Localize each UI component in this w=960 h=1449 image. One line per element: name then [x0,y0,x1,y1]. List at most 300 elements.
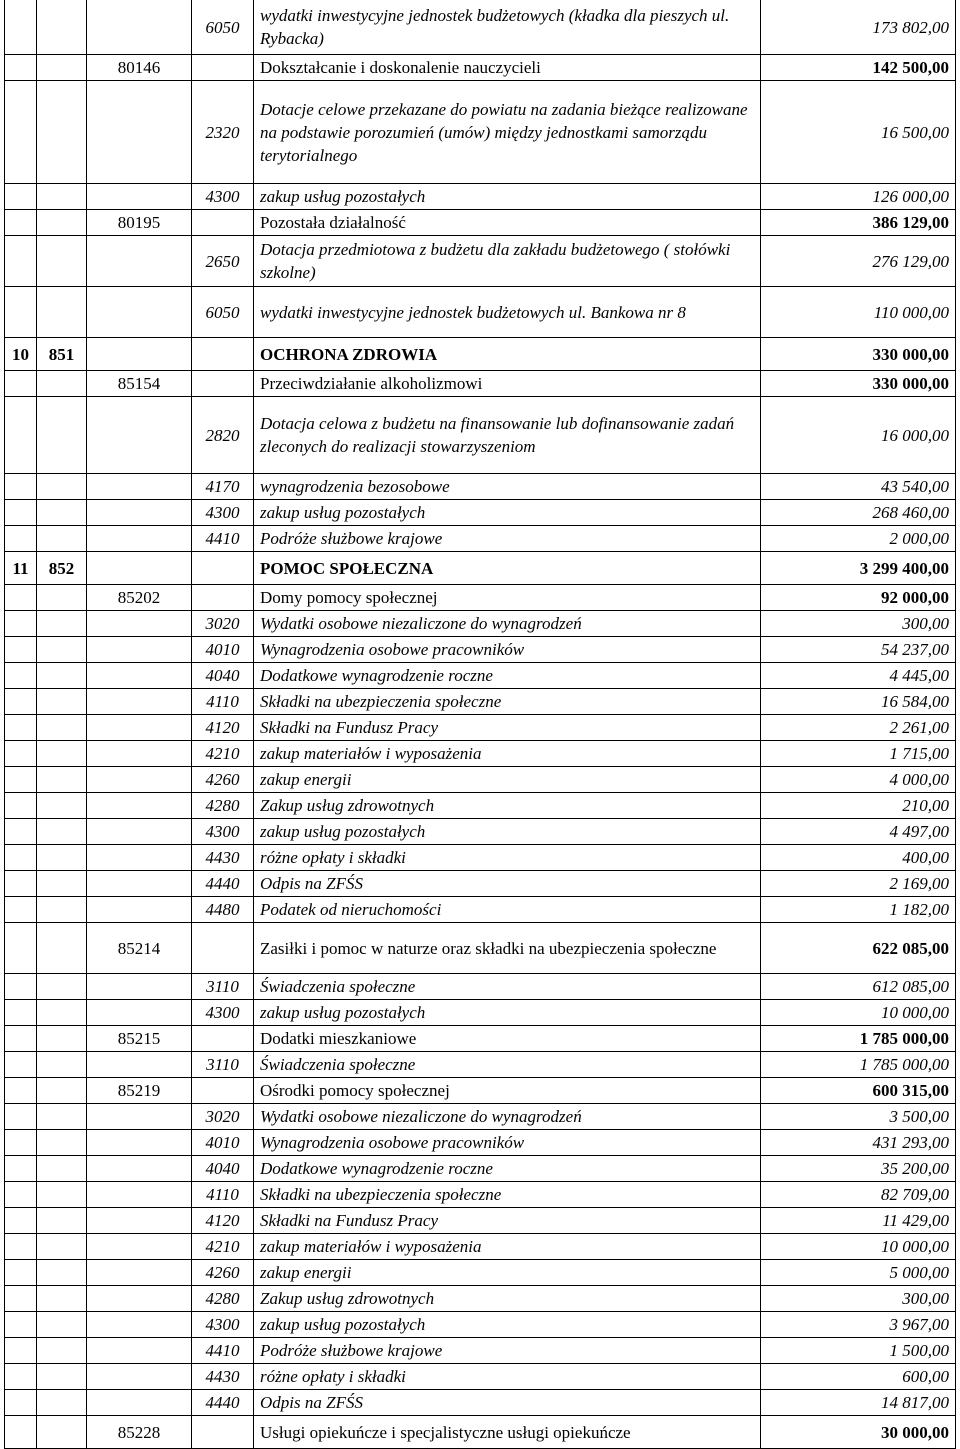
amount: 386 129,00 [761,210,956,236]
paragraf-row [5,236,956,287]
amount: 82 709,00 [761,1182,956,1208]
amount: 16 000,00 [761,397,956,474]
paragraf-code: 4300 [192,184,254,210]
paragraf-row [5,715,956,741]
dzial-code [37,1156,87,1182]
rozdzial-code [87,552,192,585]
amount: 14 817,00 [761,1390,956,1416]
description: Wydatki osobowe niezaliczone do wynagrodzeń [254,1104,761,1130]
rozdzial-code [87,611,192,637]
amount: 2 169,00 [761,871,956,897]
amount: 1 785 000,00 [761,1026,956,1052]
rozdzial-row [5,1026,956,1052]
rozdzial-code [87,500,192,526]
rozdzial-code: 85215 [87,1026,192,1052]
paragraf-code: 4300 [192,500,254,526]
lp-cell [5,1416,37,1449]
dzial-code [37,741,87,767]
amount: 4 497,00 [761,819,956,845]
paragraf-code: 2820 [192,397,254,474]
description: POMOC SPOŁECZNA [254,552,761,585]
paragraf-code: 3110 [192,1052,254,1078]
description: Składki na Fundusz Pracy [254,715,761,741]
paragraf-code: 4430 [192,1364,254,1390]
paragraf-row [5,741,956,767]
paragraf-row [5,1182,956,1208]
lp-cell [5,474,37,500]
lp-cell [5,819,37,845]
description: wydatki inwestycyjne jednostek budżetowych ul. Bankowa nr 8 [254,287,761,338]
dzial-code [37,526,87,552]
description: Domy pomocy społecznej [254,585,761,611]
amount: 330 000,00 [761,338,956,371]
dzial-code [37,611,87,637]
amount: 600 315,00 [761,1078,956,1104]
rozdzial-code [87,1104,192,1130]
paragraf-code: 4300 [192,819,254,845]
rozdzial-code: 85202 [87,585,192,611]
rozdzial-row [5,1078,956,1104]
paragraf-code: 4110 [192,1182,254,1208]
rozdzial-row [5,1416,956,1449]
amount: 92 000,00 [761,585,956,611]
dzial-code [37,767,87,793]
paragraf-code: 4440 [192,871,254,897]
lp-cell: 11 [5,552,37,585]
paragraf-code: 4010 [192,637,254,663]
description: Dodatkowe wynagrodzenie roczne [254,1156,761,1182]
description: Odpis na ZFŚS [254,871,761,897]
rozdzial-code [87,1338,192,1364]
paragraf-code: 4010 [192,1130,254,1156]
description: zakup materiałów i wyposażenia [254,741,761,767]
amount: 173 802,00 [761,0,956,55]
description: Świadczenia społeczne [254,974,761,1000]
paragraf-code: 4480 [192,897,254,923]
description: różne opłaty i składki [254,845,761,871]
paragraf-code [192,1078,254,1104]
paragraf-code: 4260 [192,767,254,793]
dzial-code [37,1182,87,1208]
rozdzial-code [87,1130,192,1156]
rozdzial-code [87,715,192,741]
paragraf-row [5,871,956,897]
dzial-code [37,845,87,871]
lp-cell [5,1052,37,1078]
lp-cell [5,371,37,397]
dzial-code [37,1026,87,1052]
paragraf-row [5,1338,956,1364]
description: Dotacje celowe przekazane do powiatu na zadania bieżące realizowane na podstawie porozumień (umów) między jednostkami samorządu terytorialnego [254,81,761,184]
description: zakup energii [254,1260,761,1286]
lp-cell [5,184,37,210]
paragraf-code: 6050 [192,0,254,55]
rozdzial-code: 80146 [87,55,192,81]
amount: 210,00 [761,793,956,819]
lp-cell [5,1208,37,1234]
paragraf-code: 4120 [192,1208,254,1234]
paragraf-code [192,1416,254,1449]
dzial-code [37,1052,87,1078]
paragraf-row [5,0,956,55]
paragraf-code: 4440 [192,1390,254,1416]
description: Składki na ubezpieczenia społeczne [254,689,761,715]
lp-cell [5,637,37,663]
description: Podróże służbowe krajowe [254,1338,761,1364]
paragraf-row [5,1130,956,1156]
lp-cell [5,585,37,611]
amount: 1 715,00 [761,741,956,767]
paragraf-code: 4120 [192,715,254,741]
rozdzial-code [87,897,192,923]
description: Świadczenia społeczne [254,1052,761,1078]
rozdzial-code [87,1364,192,1390]
dzial-code [37,1208,87,1234]
paragraf-row [5,974,956,1000]
paragraf-code: 4170 [192,474,254,500]
paragraf-row [5,1234,956,1260]
amount: 622 085,00 [761,923,956,974]
lp-cell [5,526,37,552]
lp-cell [5,236,37,287]
paragraf-code: 6050 [192,287,254,338]
rozdzial-code [87,1000,192,1026]
lp-cell [5,55,37,81]
lp-cell [5,1078,37,1104]
amount: 54 237,00 [761,637,956,663]
lp-cell [5,1104,37,1130]
lp-cell [5,1390,37,1416]
paragraf-row [5,397,956,474]
dzial-code [37,871,87,897]
lp-cell [5,923,37,974]
description: zakup usług pozostałych [254,819,761,845]
paragraf-row [5,1260,956,1286]
dzial-code [37,1260,87,1286]
dzial-code [37,397,87,474]
description: Dotacja celowa z budżetu na finansowanie lub dofinansowanie zadań zleconych do realizacji stowarzyszeniom [254,397,761,474]
paragraf-code: 4410 [192,1338,254,1364]
lp-cell [5,287,37,338]
paragraf-code: 4040 [192,1156,254,1182]
rozdzial-code [87,1208,192,1234]
description: Usługi opiekuńcze i specjalistyczne usługi opiekuńcze [254,1416,761,1449]
rozdzial-row [5,371,956,397]
rozdzial-code [87,1156,192,1182]
dzial-code: 851 [37,338,87,371]
amount: 10 000,00 [761,1000,956,1026]
dzial-code [37,210,87,236]
lp-cell [5,715,37,741]
description: Wynagrodzenia osobowe pracowników [254,637,761,663]
dzial-code [37,637,87,663]
dzial-code [37,236,87,287]
rozdzial-code [87,1286,192,1312]
rozdzial-row [5,585,956,611]
amount: 30 000,00 [761,1416,956,1449]
rozdzial-code [87,474,192,500]
description: OCHRONA ZDROWIA [254,338,761,371]
rozdzial-code [87,184,192,210]
lp-cell [5,1156,37,1182]
amount: 268 460,00 [761,500,956,526]
amount: 330 000,00 [761,371,956,397]
rozdzial-code [87,1390,192,1416]
amount: 300,00 [761,1286,956,1312]
rozdzial-code [87,767,192,793]
lp-cell [5,1286,37,1312]
paragraf-code: 4300 [192,1000,254,1026]
amount: 110 000,00 [761,287,956,338]
rozdzial-code [87,1182,192,1208]
dzial-code [37,1286,87,1312]
paragraf-row [5,819,956,845]
description: Zakup usług zdrowotnych [254,793,761,819]
dzial-code [37,1364,87,1390]
lp-cell [5,845,37,871]
description: wynagrodzenia bezosobowe [254,474,761,500]
description: Wydatki osobowe niezaliczone do wynagrodzeń [254,611,761,637]
budget-document [4,0,955,1442]
dzial-code [37,715,87,741]
rozdzial-row [5,923,956,974]
description: Zakup usług zdrowotnych [254,1286,761,1312]
lp-cell [5,210,37,236]
dzial-code [37,1312,87,1338]
rozdzial-code [87,287,192,338]
rozdzial-code [87,0,192,55]
lp-cell [5,1364,37,1390]
lp-cell [5,1338,37,1364]
amount: 612 085,00 [761,974,956,1000]
rozdzial-code [87,81,192,184]
paragraf-code: 4260 [192,1260,254,1286]
paragraf-code [192,1026,254,1052]
dzial-code [37,0,87,55]
description: zakup energii [254,767,761,793]
paragraf-row [5,793,956,819]
paragraf-row [5,663,956,689]
paragraf-row [5,897,956,923]
description: Zasiłki i pomoc w naturze oraz składki na ubezpieczenia społeczne [254,923,761,974]
rozdzial-code [87,741,192,767]
paragraf-row [5,1156,956,1182]
lp-cell [5,1026,37,1052]
rozdzial-code [87,236,192,287]
paragraf-row [5,1390,956,1416]
rozdzial-code [87,1052,192,1078]
lp-cell [5,81,37,184]
paragraf-code: 4410 [192,526,254,552]
description: różne opłaty i składki [254,1364,761,1390]
dzial-code [37,663,87,689]
description: zakup materiałów i wyposażenia [254,1234,761,1260]
description: Odpis na ZFŚS [254,1390,761,1416]
dzial-code [37,1416,87,1449]
lp-cell: 10 [5,338,37,371]
paragraf-row [5,287,956,338]
rozdzial-code: 85219 [87,1078,192,1104]
paragraf-code: 3020 [192,611,254,637]
paragraf-code [192,55,254,81]
paragraf-row [5,1104,956,1130]
paragraf-code: 4040 [192,663,254,689]
amount: 3 299 400,00 [761,552,956,585]
lp-cell [5,663,37,689]
rozdzial-code [87,637,192,663]
amount: 10 000,00 [761,1234,956,1260]
paragraf-row [5,184,956,210]
dzial-code [37,474,87,500]
paragraf-code [192,552,254,585]
dzial-code [37,1130,87,1156]
rozdzial-code [87,689,192,715]
description: Dokształcanie i doskonalenie nauczycieli [254,55,761,81]
amount: 126 000,00 [761,184,956,210]
paragraf-code: 3020 [192,1104,254,1130]
amount: 3 500,00 [761,1104,956,1130]
description: Przeciwdziałanie alkoholizmowi [254,371,761,397]
description: Ośrodki pomocy społecznej [254,1078,761,1104]
dzial-code [37,184,87,210]
paragraf-code: 4300 [192,1312,254,1338]
amount: 1 785 000,00 [761,1052,956,1078]
paragraf-code [192,585,254,611]
budget-table [4,0,956,1449]
amount: 2 000,00 [761,526,956,552]
description: Pozostała działalność [254,210,761,236]
rozdzial-code: 80195 [87,210,192,236]
paragraf-code: 4280 [192,793,254,819]
dzial-row [5,338,956,371]
rozdzial-code [87,871,192,897]
paragraf-row [5,81,956,184]
description: Składki na Fundusz Pracy [254,1208,761,1234]
description: Dodatkowe wynagrodzenie roczne [254,663,761,689]
dzial-code [37,1104,87,1130]
amount: 16 500,00 [761,81,956,184]
description: Podatek od nieruchomości [254,897,761,923]
dzial-code [37,923,87,974]
paragraf-row [5,611,956,637]
rozdzial-row [5,55,956,81]
lp-cell [5,767,37,793]
lp-cell [5,1260,37,1286]
rozdzial-code [87,1234,192,1260]
dzial-code [37,371,87,397]
dzial-code [37,974,87,1000]
lp-cell [5,689,37,715]
paragraf-row [5,1052,956,1078]
rozdzial-code [87,338,192,371]
dzial-code [37,1078,87,1104]
dzial-code [37,1000,87,1026]
lp-cell [5,871,37,897]
amount: 11 429,00 [761,1208,956,1234]
dzial-code [37,1234,87,1260]
rozdzial-row [5,210,956,236]
paragraf-row [5,526,956,552]
rozdzial-code [87,1260,192,1286]
paragraf-code [192,338,254,371]
rozdzial-code [87,819,192,845]
amount: 300,00 [761,611,956,637]
dzial-code [37,897,87,923]
dzial-row [5,552,956,585]
paragraf-row [5,845,956,871]
paragraf-row [5,637,956,663]
lp-cell [5,793,37,819]
paragraf-row [5,1312,956,1338]
paragraf-row [5,500,956,526]
rozdzial-code: 85154 [87,371,192,397]
paragraf-row [5,1286,956,1312]
lp-cell [5,1312,37,1338]
description: wydatki inwestycyjne jednostek budżetowych (kładka dla pieszych ul. Rybacka) [254,0,761,55]
lp-cell [5,397,37,474]
amount: 35 200,00 [761,1156,956,1182]
paragraf-row [5,1000,956,1026]
lp-cell [5,974,37,1000]
description: zakup usług pozostałych [254,1000,761,1026]
paragraf-code: 4210 [192,741,254,767]
lp-cell [5,741,37,767]
rozdzial-code [87,1312,192,1338]
amount: 4 445,00 [761,663,956,689]
amount: 3 967,00 [761,1312,956,1338]
paragraf-code [192,923,254,974]
lp-cell [5,1000,37,1026]
lp-cell [5,897,37,923]
dzial-code [37,55,87,81]
paragraf-row [5,767,956,793]
rozdzial-code [87,974,192,1000]
description: zakup usług pozostałych [254,500,761,526]
paragraf-row [5,1364,956,1390]
dzial-code [37,1390,87,1416]
lp-cell [5,1130,37,1156]
dzial-code [37,819,87,845]
paragraf-code: 4280 [192,1286,254,1312]
description: zakup usług pozostałych [254,1312,761,1338]
amount: 5 000,00 [761,1260,956,1286]
budget-table-body [5,0,956,1449]
paragraf-code: 4430 [192,845,254,871]
rozdzial-code: 85214 [87,923,192,974]
description: Dotacja przedmiotowa z budżetu dla zakładu budżetowego ( stołówki szkolne) [254,236,761,287]
lp-cell [5,1234,37,1260]
dzial-code [37,500,87,526]
rozdzial-code: 85228 [87,1416,192,1449]
paragraf-code: 2320 [192,81,254,184]
rozdzial-code [87,793,192,819]
amount: 1 182,00 [761,897,956,923]
description: zakup usług pozostałych [254,184,761,210]
dzial-code: 852 [37,552,87,585]
paragraf-row [5,474,956,500]
lp-cell [5,1182,37,1208]
dzial-code [37,689,87,715]
rozdzial-code [87,663,192,689]
amount: 43 540,00 [761,474,956,500]
lp-cell [5,611,37,637]
amount: 276 129,00 [761,236,956,287]
amount: 1 500,00 [761,1338,956,1364]
paragraf-code: 3110 [192,974,254,1000]
amount: 431 293,00 [761,1130,956,1156]
rozdzial-code [87,397,192,474]
dzial-code [37,81,87,184]
